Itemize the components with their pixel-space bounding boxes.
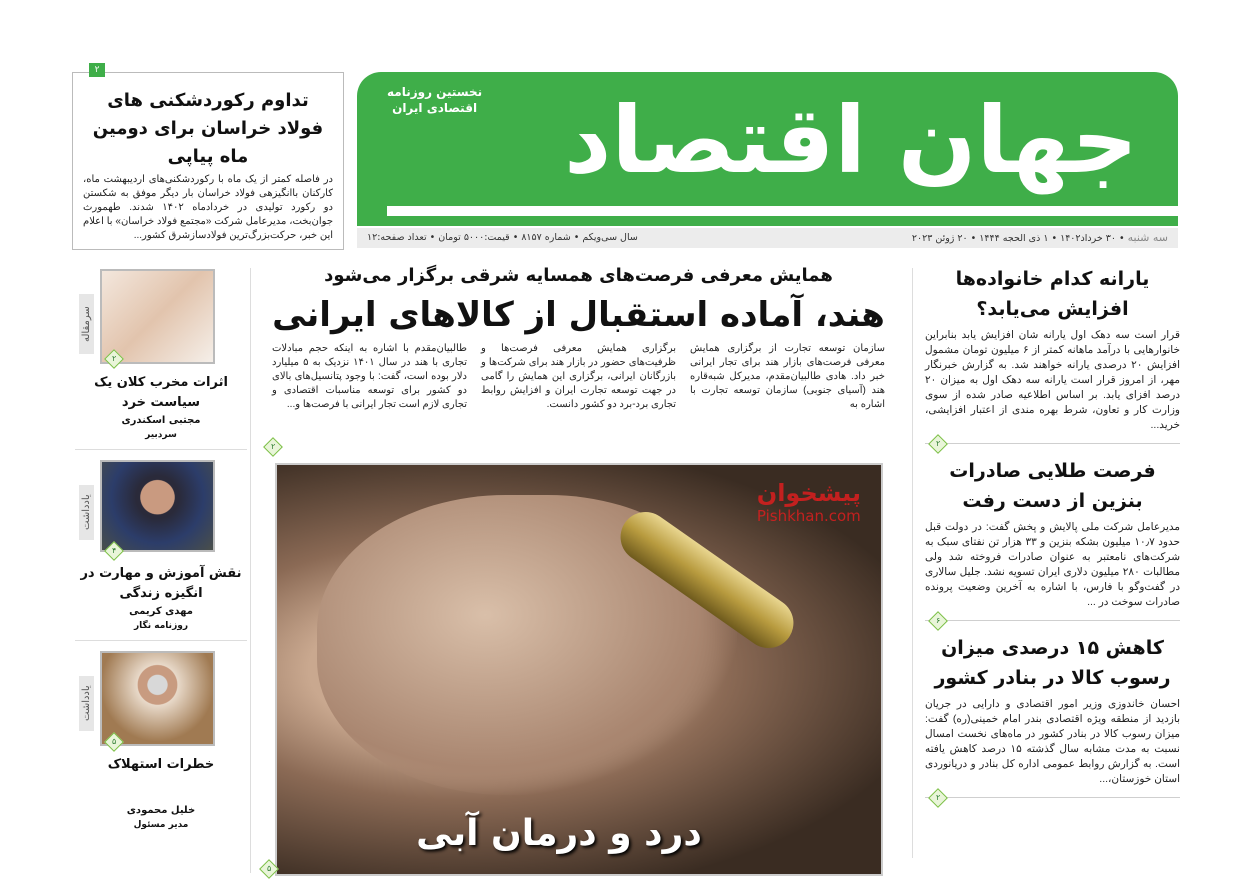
- author-photo: [100, 460, 215, 552]
- pages: تعداد صفحه:۱۲: [367, 232, 427, 243]
- role: مدیر مسئول: [133, 820, 189, 830]
- year: سال سی‌ویکم: [582, 232, 638, 243]
- author: خلیل محمودی: [126, 805, 196, 816]
- page-badge: ۵: [104, 732, 124, 752]
- opinion-item[interactable]: [75, 269, 247, 450]
- masthead-tagline: [387, 84, 482, 116]
- news-title: فرصت طلایی صادرات بنزین از دست رفت: [949, 460, 1156, 512]
- news-title: یارانه کدام خانواده‌ها افزایش می‌یابد؟: [955, 268, 1150, 320]
- page-badge: ۲: [104, 349, 124, 369]
- news-item[interactable]: [925, 629, 1180, 802]
- lead-col: برگزاری همایش معرفی فرصت‌ها و ظرفیت‌های حضور در بازار هند برای شرکت‌ها و بازرگانان ایرانی، برگزاری این همایش را گامی در جهت توسعه تجارت ایران و افزایش روابط تجاری برد-برد دو کشور دانست.: [481, 343, 676, 410]
- issue: شماره ۸۱۵۷: [521, 232, 571, 243]
- price: قیمت:۵۰۰۰ تومان: [438, 232, 510, 243]
- page-badge: ۲: [89, 63, 105, 77]
- top-left-story[interactable]: [72, 65, 344, 250]
- day: سه شنبه: [1127, 231, 1168, 244]
- story-body: در فاصله کمتر از یک ماه با رکوردشکنی‌های اردیبهشت ماه، کارکنان باانگیزهی فولاد خراسان بار دیگر موفق به شکستن دو رکورد تولیدی در خردادماه ۱۴۰۲ شدند. طهمورث جوان‌بخت، مدیرعامل شرکت «مجتمع فولاد خراسان» با اعلام این خبر، حرکت‌بزرگ‌ترین فولادساز‌شرق کشور...: [83, 174, 333, 241]
- date-gregorian: ۲۰ ژوئن ۲۰۲۳: [911, 233, 968, 244]
- lead-columns: [262, 342, 895, 412]
- opinion-title: خطرات استهلاک: [107, 757, 215, 772]
- pishkhan-watermark: [757, 479, 861, 525]
- opinion-title: اثرات مخرب کلان یک سیاست خرد: [94, 375, 228, 410]
- masthead-logo: جهان اقتصاد: [564, 87, 1138, 194]
- tagline-line: نخستین روزنامه: [387, 85, 483, 99]
- news-item[interactable]: [925, 264, 1180, 448]
- dateline: سه شنبه • ۳۰ خرداد۱۴۰۲ • ۱ ذی الحجه ۱۴۴۴ • ۲۰ ژوئن ۲۰۲۳ سال سی‌ویکم • شماره ۸۱۵۷ • قیمت:۵۰۰۰ تومان • تعداد صفحه:۱۲: [357, 228, 1178, 248]
- lead-col: سازمان توسعه تجارت از برگزاری همایش معرفی فرصت‌های بازار هند برای تجار ایرانی خبر داد. هادی طالبیان‌مقدم، مدیرکل شبه‌قاره هند (آسیای جنوبی) سازمان توسعه تجارت با اشاره به: [690, 343, 885, 410]
- logo-underline: [387, 206, 1178, 216]
- news-title: کاهش ۱۵ درصدی میزان رسوب کالا در بنادر کشور: [934, 637, 1171, 689]
- tagline-line: اقتصادی ایران: [392, 101, 478, 115]
- news-body: مدیرعامل شرکت ملی پالایش و پخش گفت: در دولت قبل حدود ۱۰٫۷ میلیون بشکه بنزین و ۳۳ هزار تن نفتای سبک به شرکت‌های نامعتبر به عنوان صادرات فروخته شد ولی مطالبات ۲۸۰ میلیون دلاری ایران تسویه نشد. جلیل سالاری در گفت‌وگو با فارس، با اشاره به آخرین وضعیت پرونده صادرات سوخت در ...: [925, 521, 1180, 608]
- opinion-item[interactable]: [75, 460, 247, 641]
- right-column: [925, 264, 1180, 806]
- issue-info: سال سی‌ویکم • شماره ۸۱۵۷ • قیمت:۵۰۰۰ تومان • تعداد صفحه:۱۲: [367, 232, 638, 243]
- page-badge: ۲: [928, 788, 948, 808]
- lead-title: هند، آماده استقبال از کالاهای ایرانی: [272, 295, 885, 335]
- date-persian: ۳۰ خرداد۱۴۰۲: [1060, 233, 1116, 244]
- author: مهدی کریمی: [129, 606, 193, 617]
- story-title: تداوم رکوردشکنی های فولاد خراسان برای دومین ماه پیاپی: [92, 90, 324, 167]
- photo-story[interactable]: [275, 463, 883, 876]
- column-divider: [250, 268, 251, 873]
- lead-story[interactable]: [262, 262, 895, 460]
- lead-kicker: همایش معرفی فرصت‌های همسایه شرقی برگزار می‌شود: [324, 265, 833, 286]
- news-item[interactable]: [925, 452, 1180, 625]
- date-hijri: ۱ ذی الحجه ۱۴۴۴: [979, 233, 1049, 244]
- news-body: قرار است سه دهک اول یارانه شان افزایش یابد بنابراین خانوارهایی با درآمد ماهانه کمتر از ۶ میلیون تومان مشمول افزایش ۲۰ درصدی یارانه خواهند شد. به گزارش خبرنگار مهر، از امروز قرار است یارانه سه دهک اول به میزان ۲۰ درصد افزای یابد. بر اساس اطلاعیه صادر شده از سوی وزارت کار و تعاون، شرط بهره مندی از اعتبار افزایشی، خرید...: [925, 329, 1180, 431]
- pen-hand-photo: [100, 269, 215, 364]
- opinion-title: نقش آموزش و مهارت در انگیزه زندگی: [80, 566, 242, 601]
- photo-caption: درد و درمان آبی: [416, 813, 702, 854]
- page-badge: ۲: [928, 434, 948, 454]
- page-badge: ۶: [928, 611, 948, 631]
- masthead: [357, 72, 1178, 226]
- section-tag: یادداشت: [79, 485, 94, 540]
- left-column: [75, 265, 247, 839]
- author-photo: [100, 651, 215, 746]
- author: مجتبی اسکندری: [121, 415, 201, 426]
- opinion-item[interactable]: [75, 651, 247, 839]
- page-badge: ۵: [259, 859, 279, 879]
- role: روزنامه نگار: [133, 621, 189, 631]
- news-body: احسان خاندوزی وزیر امور اقتصادی و دارایی در جریان بازدید از منطقه ویژه اقتصادی بندر امام خمینی(ره) گفت: میزان رسوب کالا در بنادر کشور در ماه‌های نخست امسال نسبت به مدت مشابه سال گذشته ۱۵ درصد کاهش یافته است. به گزارش روابط عمومی اداره کل بنادر و دریانوردی استان خوزستان،...: [925, 698, 1180, 785]
- page-badge: ۴: [104, 541, 124, 561]
- watermark-url: Pishkhan.com: [756, 507, 861, 525]
- page-badge: ۲: [263, 437, 283, 457]
- section-tag: سرمقاله: [79, 294, 94, 354]
- lead-col: طالبیان‌مقدم با اشاره به اینکه حجم مبادلات تجاری با هند در سال ۱۴۰۱ نزدیک به ۵ میلیارد دلار بوده است، گفت: با وجود پتانسیل‌های بالای دو کشور برای توسعه مناسبات اقتصادی و تجاری لازم است تجار ایرانی با فرصت‌ها و...: [272, 343, 468, 410]
- role: سردبیر: [145, 430, 177, 440]
- section-tag: یادداشت: [79, 676, 94, 731]
- watermark-text: پیشخوان: [756, 479, 861, 507]
- right-divider: [912, 268, 913, 858]
